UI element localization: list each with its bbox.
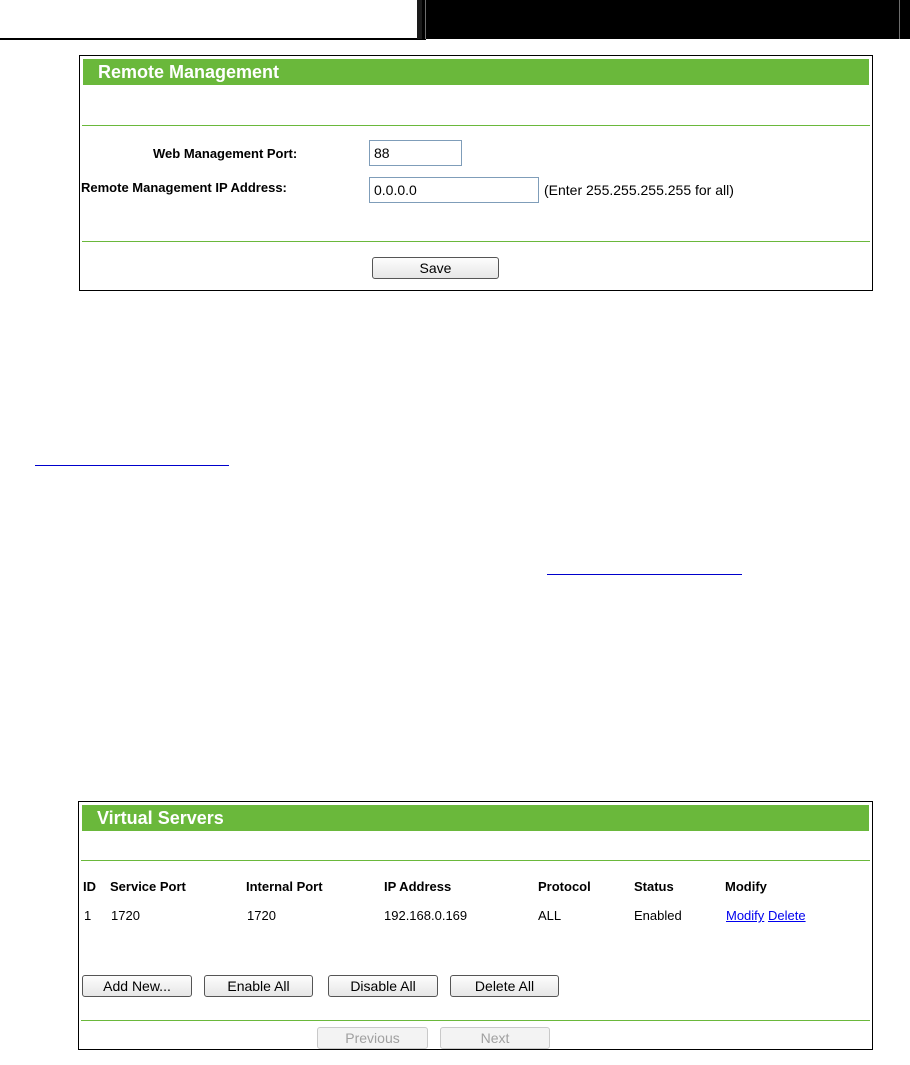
top-bar-divider (425, 0, 426, 39)
virtual-servers-panel (78, 801, 873, 1050)
cell-service-port: 1720 (111, 908, 140, 923)
divider (82, 241, 870, 242)
document-link-underline[interactable] (547, 574, 742, 575)
delete-link[interactable]: Delete (768, 908, 806, 923)
column-header-internal-port: Internal Port (246, 879, 323, 894)
enable-all-button[interactable]: Enable All (204, 975, 313, 997)
divider (82, 125, 870, 126)
cell-id: 1 (84, 908, 92, 923)
ip-hint-text: (Enter 255.255.255.255 for all) (544, 182, 734, 198)
cell-protocol: ALL (538, 908, 562, 923)
next-button[interactable]: Next (440, 1027, 550, 1049)
top-black-bar (417, 0, 910, 39)
remote-management-panel (79, 55, 873, 291)
column-header-status: Status (634, 879, 674, 894)
remote-management-ip-label: Remote Management IP Address: (81, 180, 287, 195)
add-new-button[interactable]: Add New... (82, 975, 192, 997)
remote-management-title: Remote Management (83, 59, 869, 85)
divider (81, 1020, 870, 1021)
web-management-port-input[interactable]: 88 (369, 140, 462, 166)
column-header-id: ID (83, 879, 96, 894)
delete-all-button[interactable]: Delete All (450, 975, 559, 997)
column-header-protocol: Protocol (538, 879, 591, 894)
document-link-underline[interactable] (35, 465, 229, 466)
remote-management-ip-input[interactable]: 0.0.0.0 (369, 177, 539, 203)
cell-internal-port: 1720 (247, 908, 276, 923)
virtual-servers-title: Virtual Servers (82, 805, 869, 831)
previous-button[interactable]: Previous (317, 1027, 428, 1049)
cell-status: Enabled (634, 908, 682, 923)
column-header-service-port: Service Port (110, 879, 186, 894)
column-header-modify: Modify (725, 879, 767, 894)
top-bar-edge (417, 0, 422, 39)
save-button[interactable]: Save (372, 257, 499, 279)
disable-all-button[interactable]: Disable All (328, 975, 438, 997)
top-bar-divider-right (899, 0, 900, 39)
divider (81, 860, 870, 861)
top-divider-line (0, 38, 426, 40)
web-management-port-label: Web Management Port: (153, 146, 298, 161)
modify-link[interactable]: Modify (726, 908, 765, 923)
column-header-ip-address: IP Address (384, 879, 452, 894)
cell-ip-address: 192.168.0.169 (384, 908, 468, 923)
